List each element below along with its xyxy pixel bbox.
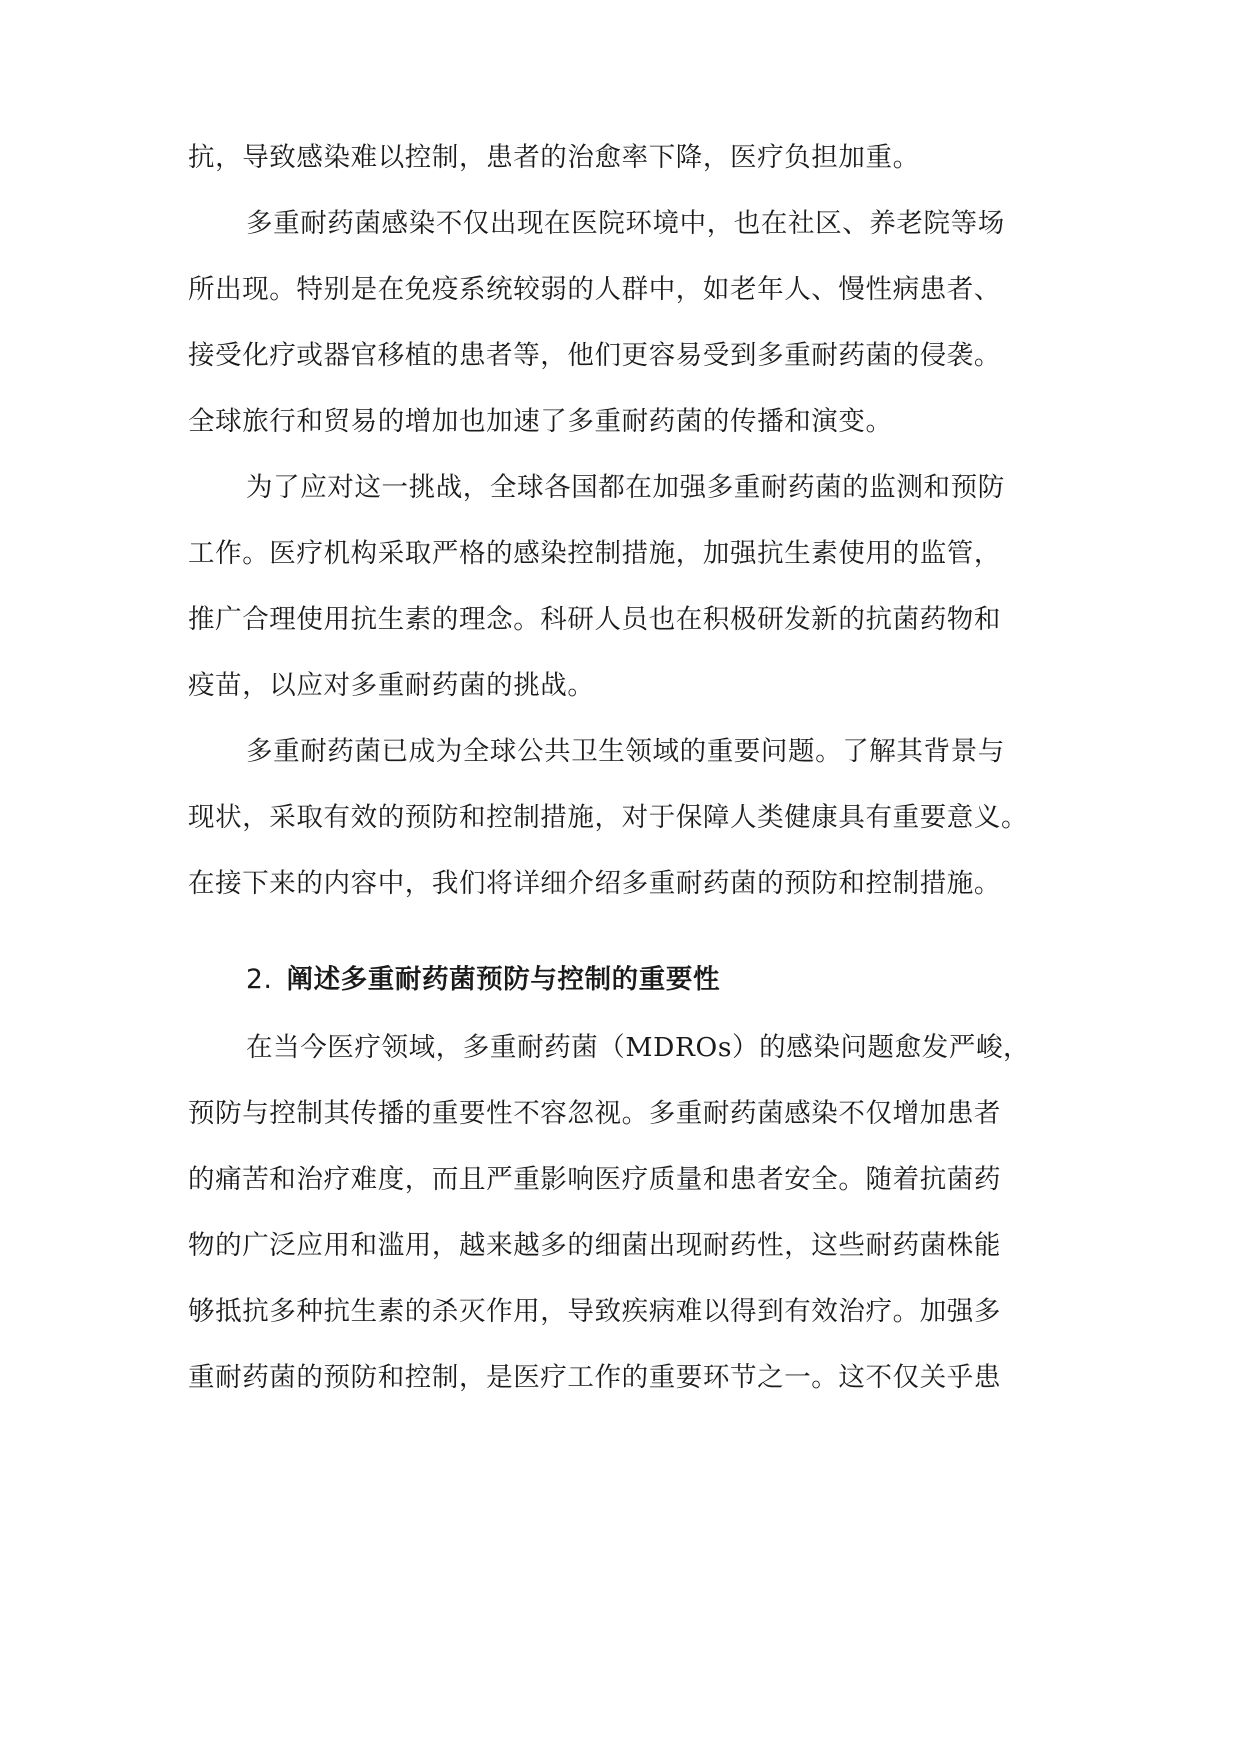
paragraph-line: 重耐药菌的预防和控制，是医疗工作的重要环节之一。这不仅关乎患	[188, 1362, 1001, 1393]
section-number: 2.	[246, 964, 273, 995]
paragraph-line: 的痛苦和治疗难度，而且严重影响医疗质量和患者安全。随着抗菌药	[188, 1164, 1001, 1195]
paragraph-line: 全球旅行和贸易的增加也加速了多重耐药菌的传播和演变。	[188, 406, 893, 437]
paragraph-line: 工作。医疗机构采取严格的感染控制措施，加强抗生素使用的监管，	[188, 538, 1001, 569]
section-title: 阐述多重耐药菌预防与控制的重要性	[286, 964, 721, 995]
paragraph-line: 现状，采取有效的预防和控制措施，对于保障人类健康具有重要意义。	[188, 802, 1029, 833]
paragraph-line: 抗，导致感染难以控制，患者的治愈率下降，医疗负担加重。	[188, 142, 920, 173]
paragraph-line: 为了应对这一挑战，全球各国都在加强多重耐药菌的监测和预防	[246, 472, 1005, 503]
paragraph-line: 物的广泛应用和滥用，越来越多的细菌出现耐药性，这些耐药菌株能	[188, 1230, 1001, 1261]
section-heading	[246, 960, 1058, 1000]
paragraph-line: 接受化疗或器官移植的患者等，他们更容易受到多重耐药菌的侵袭。	[188, 340, 1001, 371]
paragraph-line: 疫苗，以应对多重耐药菌的挑战。	[188, 670, 595, 701]
paragraph-line: 多重耐药菌已成为全球公共卫生领域的重要问题。了解其背景与	[246, 736, 1005, 767]
paragraph-line: 所出现。特别是在免疫系统较弱的人群中，如老年人、慢性病患者、	[188, 274, 1001, 305]
paragraph-line: 够抵抗多种抗生素的杀灭作用，导致疾病难以得到有效治疗。加强多	[188, 1296, 1001, 1327]
paragraph-line: 多重耐药菌感染不仅出现在医院环境中，也在社区、养老院等场	[246, 208, 1005, 239]
paragraph-line: 推广合理使用抗生素的理念。科研人员也在积极研发新的抗菌药物和	[188, 604, 1001, 635]
paragraph-line: 在当今医疗领域，多重耐药菌（MDROs）的感染问题愈发严峻，	[246, 1032, 1031, 1063]
paragraph-line: 在接下来的内容中，我们将详细介绍多重耐药菌的预防和控制措施。	[188, 868, 1001, 899]
paragraph-line: 预防与控制其传播的重要性不容忽视。多重耐药菌感染不仅增加患者	[188, 1098, 1001, 1129]
